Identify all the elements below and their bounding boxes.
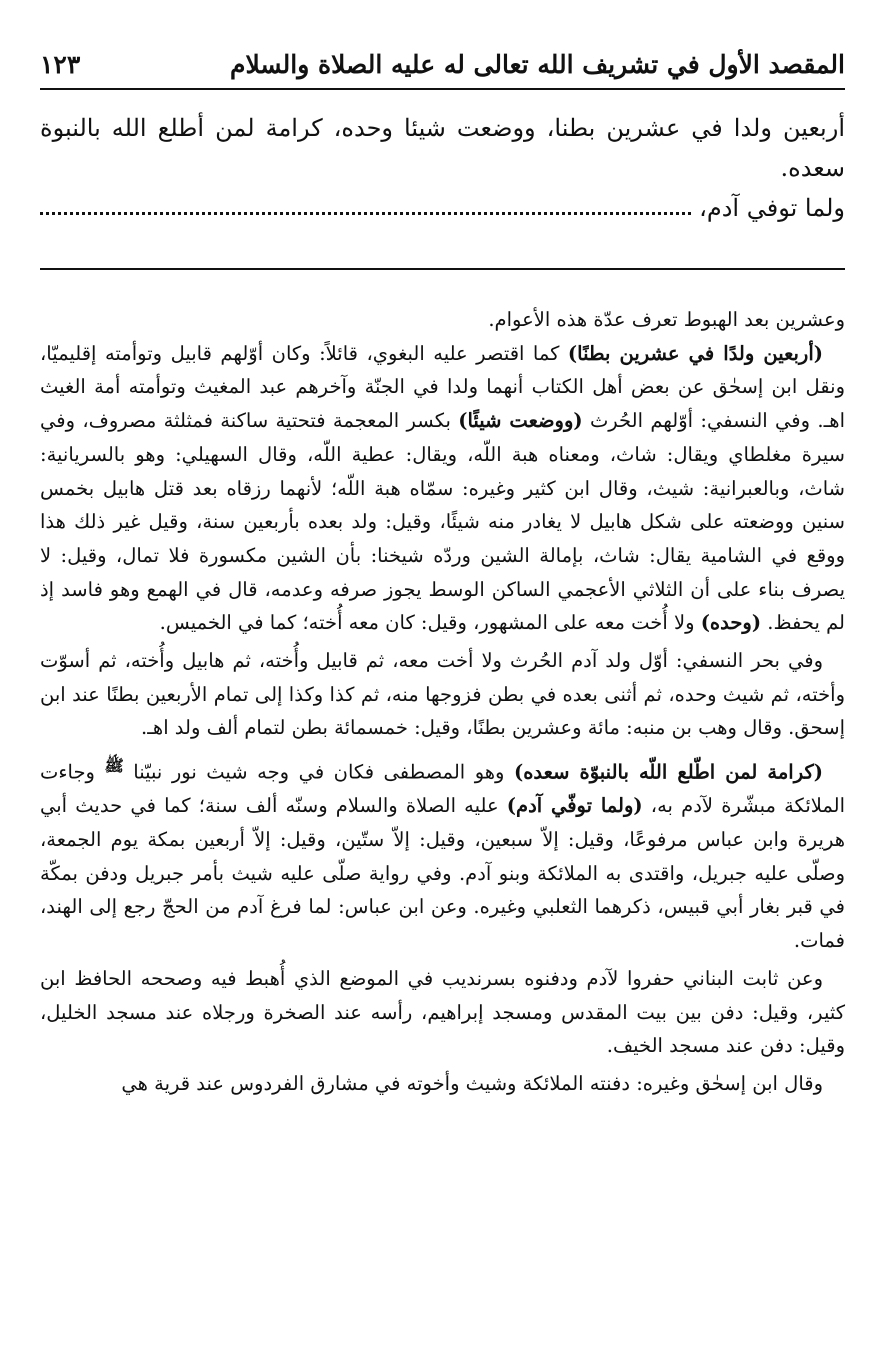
quoted-lemma: (أربعين ولدًا في عشرين بطنًا) bbox=[567, 341, 823, 365]
main-text-line-1: أربعين ولدا في عشرين بطنا، ووضعت شيئا وحده، كرامة لمن أطلع الله بالنبوة سعده. bbox=[40, 114, 845, 182]
salawat-symbol: ﷺ bbox=[104, 756, 124, 776]
commentary-paragraph-1: وعشرين بعد الهبوط تعرف عدّة هذه الأعوام. bbox=[488, 308, 845, 331]
quoted-lemma: (ولما توفّي آدم) bbox=[506, 794, 643, 818]
running-header bbox=[40, 44, 845, 84]
page-number: ١٢٣ bbox=[40, 49, 81, 79]
commentary-paragraph-5: وعن ثابت البناني حفروا لآدم ودفنوه بسرنديب في الموضع الذي أُهبط فيه وصححه الحافظ ابن كثير، وقيل: دفن بين بيت المقدس ومسجد إبراهيم، رأسه عند الصخرة ورجلاه عند مسجد الخليل، وقيل: دفن عند مسجد الخيف. bbox=[40, 966, 845, 1058]
commentary-text: بكسر المعجمة فتحتية ساكنة فمثلثة مصروف، وفي سيرة مغلطاي ويقال: شاث، ومعناه هبة اللّه، ويقال: عطية اللّه، وقال السهيلي: وهو بالسريانية: شاث، وبالعبرانية: شيث، وقال ابن كثير وغيره: سمّاه هبة اللّه؛ لأنهما رزقاه بعد قتل هابيل بخمس سنين ووضعته على شكل هابيل لا يغادر منه شيئًا، وقيل: ولد بعده بأربعين سنة، وقيل غير ذلك هذا ووقع في الشامية يقال: شاث، بإمالة الشين وردّه شيخنا: بأن الشين مكسورة فلا تمال، وقيل: لا يصرف بناء على أن الثلاثي الأعجمي الساكن الوسط يجوز صرفه وعدمه، قال في الهمع وهو فاسد إذ لم يحفظ. bbox=[40, 409, 845, 635]
quoted-lemma: (ووضعت شيئًا) bbox=[458, 409, 583, 433]
quoted-lemma: (كرامة لمن اطّلع اللّه بالنبوّة سعده) bbox=[513, 760, 823, 784]
quoted-lemma: (وحده) bbox=[700, 611, 762, 635]
header-rule bbox=[40, 88, 845, 90]
header-title: المقصد الأول في تشريف الله تعالى له عليه الصلاة والسلام bbox=[229, 49, 845, 79]
commentary-block bbox=[40, 303, 845, 1101]
commentary-paragraph-2 bbox=[40, 337, 845, 640]
commentary-paragraph-6: وقال ابن إسحٰق وغيره: دفنته الملائكة وشيث وأخوته في مشارق الفردوس عند قرية هي bbox=[121, 1071, 823, 1095]
commentary-text: عليه الصلاة والسلام وسنّه ألف سنة؛ كما في حديث أبي هريرة وابن عباس مرفوعًا، وقيل: إلاّ سبعين، وقيل: إلاّ ستّين، وقيل: إلاّ أربعين بمكة يوم الجمعة، وصلّى عليه جبريل، واقتدى به الملائكة وبنو آدم. وفي رواية صلّى عليه شيث بأمر جبريل ودفن بمكّة في قبر بغار أبي قبيس، ذكرهما الثعلبي وغيره. وعن ابن عباس: لما فرغ آدم من الحجّ رجع إلى الهند، فمات. bbox=[40, 794, 845, 953]
main-text-block bbox=[40, 108, 845, 228]
section-divider bbox=[40, 268, 845, 270]
dotted-continuation bbox=[40, 212, 691, 215]
commentary-text: وجاءت الملائكة مبشّرة لآدم به، bbox=[40, 760, 846, 818]
commentary-paragraph-4 bbox=[40, 749, 845, 958]
main-text-line-2 bbox=[40, 188, 845, 228]
commentary-paragraph-3: وفي بحر النسفي: أوّل ولد آدم الحُرث ولا أخت معه، ثم قابيل وأُخته، ثم هابيل وأُخته، ثم أسوّت وأخته، ثم شيث وحده، ثم أثنى بعده في بطن فزوجها منه، ثم كذا وكذا إلى تمام الأربعين بطنًا عند ابن إسحق. وقال وهب بن منبه: مائة وعشرين بطنًا، وقيل: خمسمائة بطن لتمام ألف ولد اهـ. bbox=[40, 649, 845, 740]
commentary-text: ولا أُخت معه على المشهور، وقيل: كان معه أُخته؛ كما في الخميس. bbox=[159, 611, 701, 635]
main-text-line-2-text: ولما توفي آدم، bbox=[699, 194, 845, 222]
commentary-text: وهو المصطفى فكان في وجه شيث نور نبيّنا bbox=[123, 760, 514, 784]
commentary-text: كما اقتصر عليه البغوي، قائلاً: وكان أوّلهم قابيل وتوأمته إقليميّا، ونقل ابن إسحٰق عن بعض أهل الكتاب أنهما ولدا في الجنّة وآخرهم عبد المغيث وتوأمته أمة الغيث اهـ. وفي النسفي: أوّلهم الحُرث bbox=[40, 341, 845, 433]
